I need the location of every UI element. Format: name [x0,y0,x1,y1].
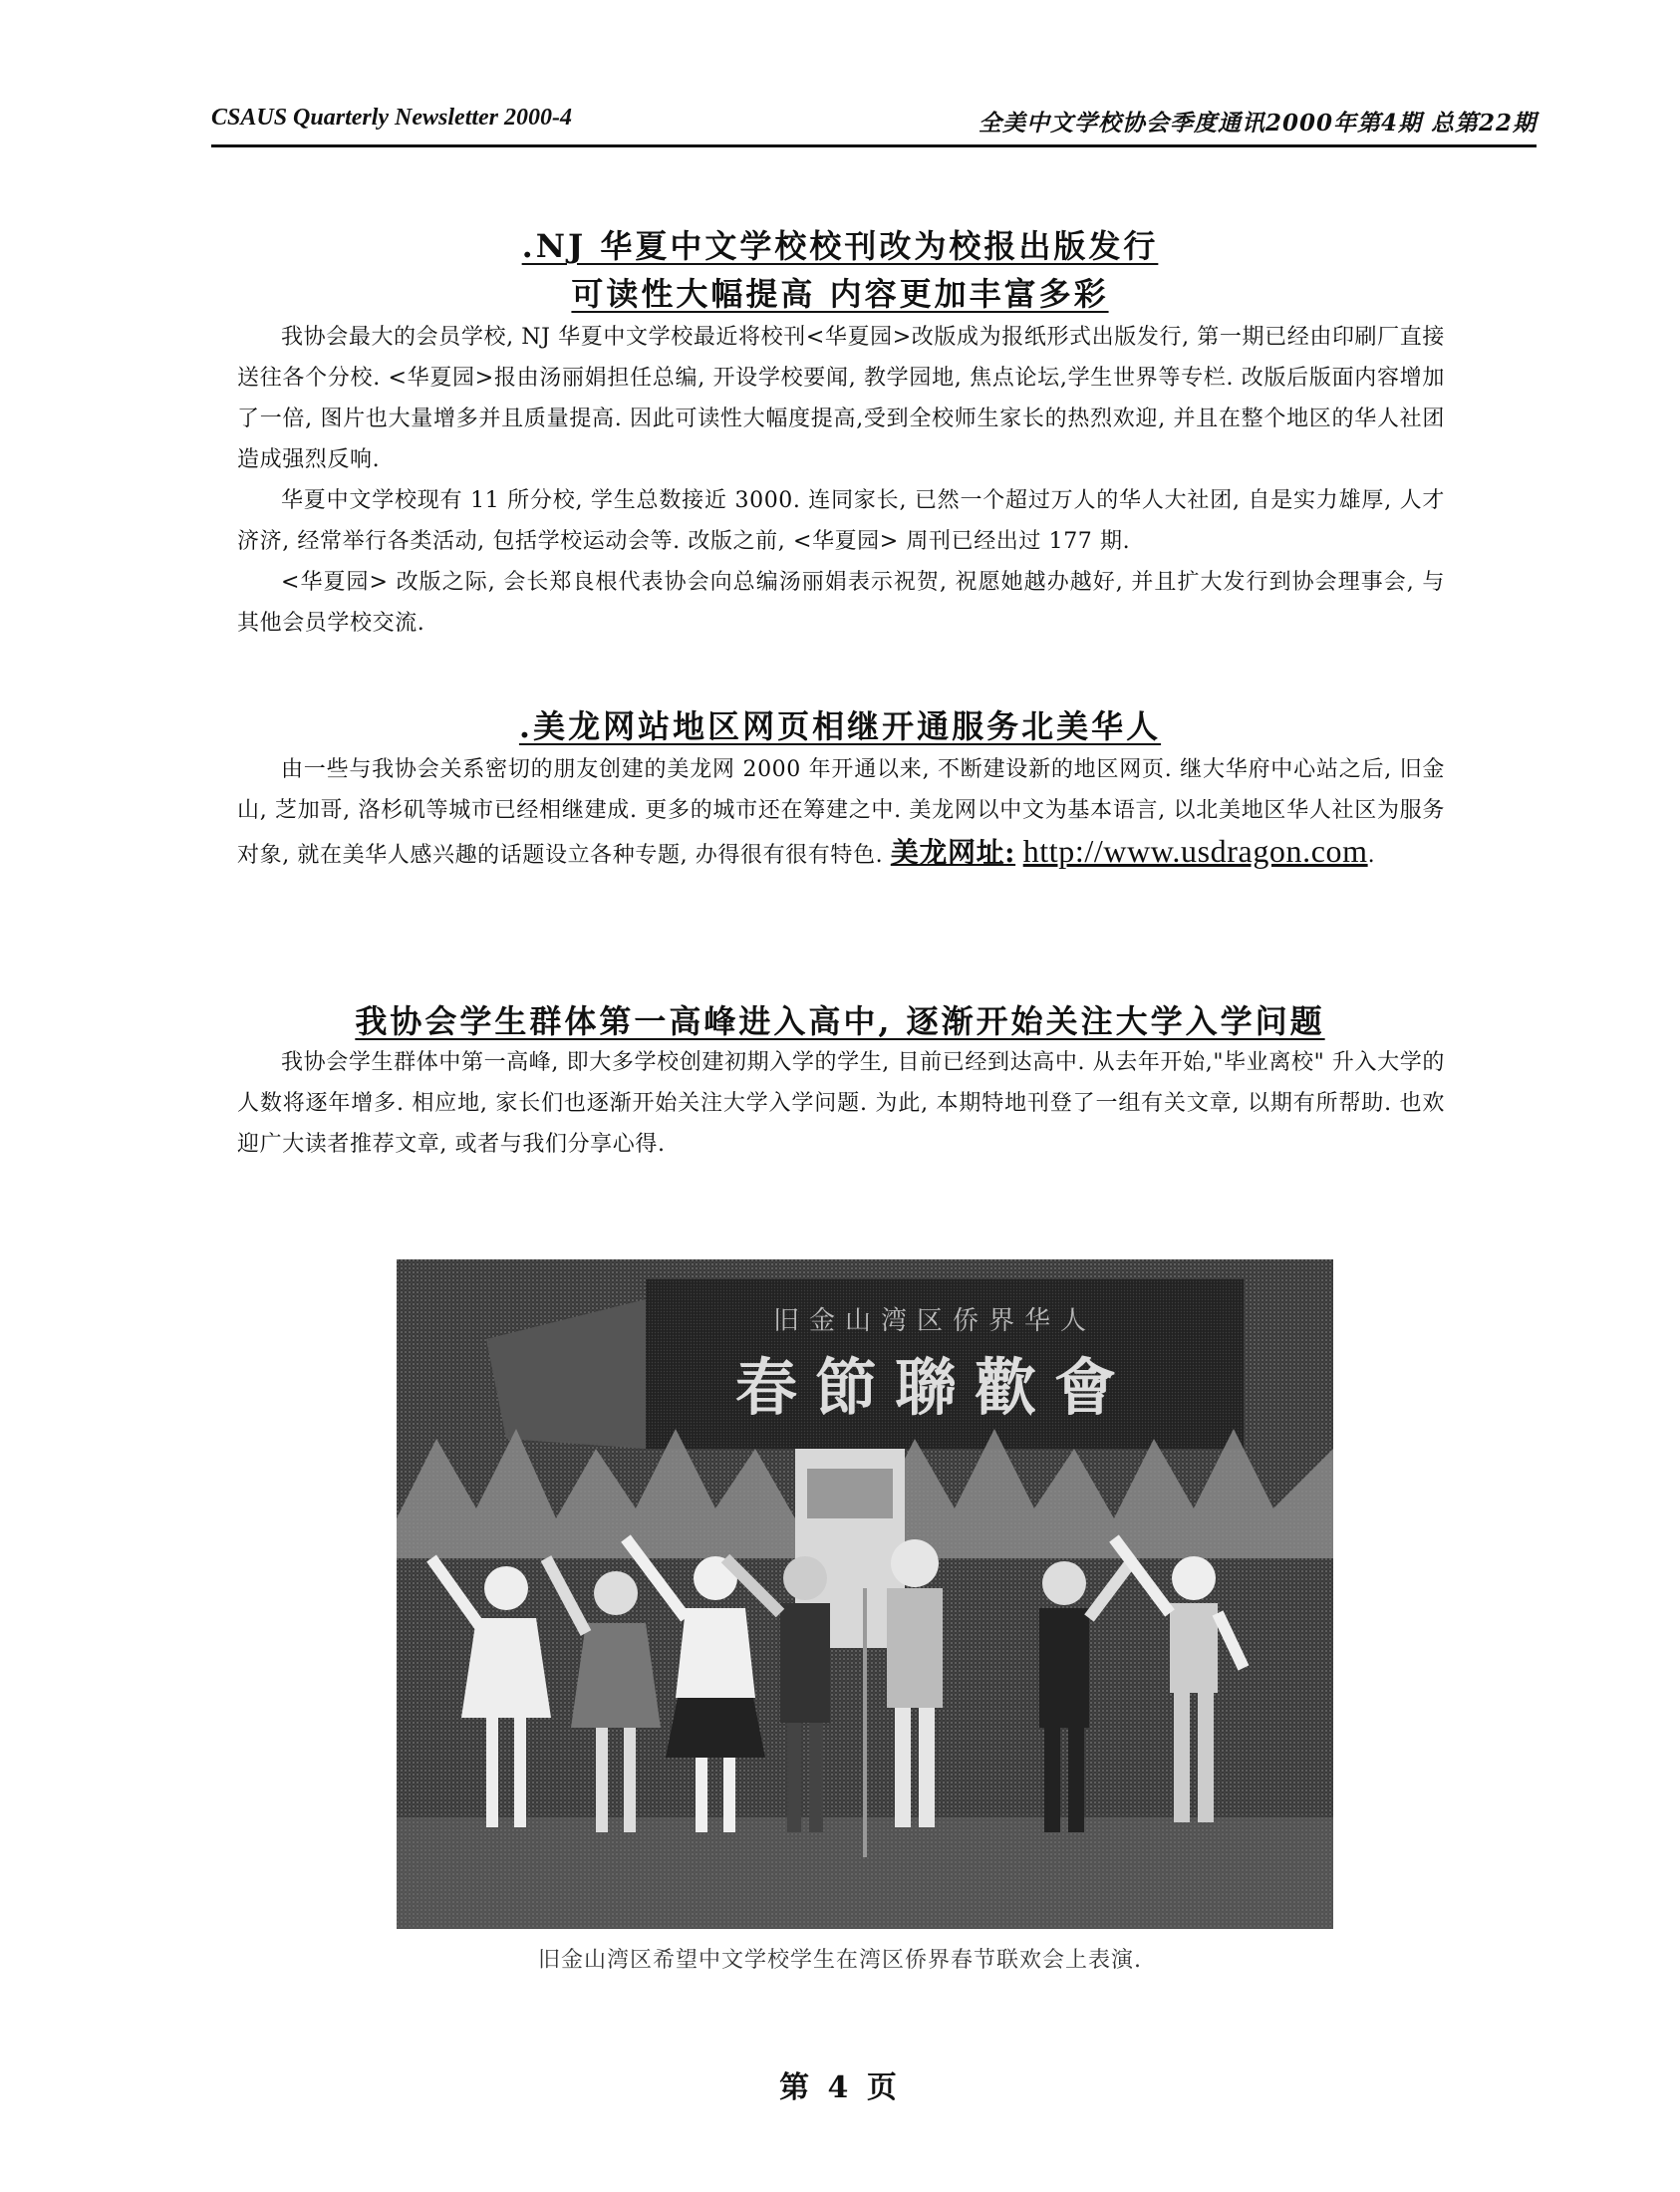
article1-title-line1: .NJ 华夏中文学校校刊改为校报出版发行 [521,227,1159,265]
newsletter-header [211,105,1537,147]
photo-illustration [397,1259,1333,1929]
article3-paragraph: 我协会学生群体中第一高峰, 即大多学校创建初期入学的学生, 目前已经到达高中. 从去年开始,"毕业离校" 升入大学的人数将逐年增多. 相应地, 家长们也逐渐开始关注大学入学问题. 为此, 本期特地刊登了一组有关文章, 以期有所帮助. 也欢迎广大读者推荐文章, 或者与我们分享心得. [237,1050,1445,1157]
performance-photo [397,1259,1333,1929]
article1-body [237,317,1445,644]
header-english-title: CSAUS Quarterly Newsletter 2000-4 [211,105,573,131]
article1-paragraph: 我协会最大的会员学校, NJ 华夏中文学校最近将校刊<华夏园>改版成为报纸形式出版发行, 第一期已经由印刷厂直接送往各个分校. <华夏园>报由汤丽娟担任总编, 开设学校要闻, 教学园地, 焦点论坛,学生世界等专栏. 改版后版面内容增加了一倍, 图片也大量增多并且质量提高. 因此可读性大幅度提高,受到全校师生家长的热烈欢迎, 并且在整个地区的华人社团造成强烈反响. [237,325,1445,472]
article1-paragraph: <华夏园> 改版之际, 会长郑良根代表协会向总编汤丽娟表示祝贺, 祝愿她越办越好, 并且扩大发行到协会理事会, 与其他会员学校交流. [237,570,1445,636]
article2-title: .美龙网站地区网页相继开通服务北美华人 [518,707,1162,745]
article2-paragraph: 由一些与我协会关系密切的朋友创建的美龙网 2000 年开通以来, 不断建设新的地区网页. 继大华府中心站之后, 旧金山, 芝加哥, 洛杉矶等城市已经相继建成. 更多的城市还在筹建之中. 美龙网以中文为基本语言, 以北美地区华人社区为服务对象, 就在美华人感兴趣的话题设立各种专题, 办得很有很有特色. 美龙网址: http://www.usdragon.com. [237,757,1445,869]
article1-paragraph: 华夏中文学校现有 11 所分校, 学生总数接近 3000. 连同家长, 已然一个超过万人的华人大社团, 自是实力雄厚, 人才济济, 经常举行各类活动, 包括学校运动会等. 改版之前, <华夏园> 周刊已经出过 177 期. [237,488,1445,554]
usdragon-link[interactable]: http://www.usdragon.com [1022,833,1368,869]
url-label: 美龙网址: [890,836,1016,869]
photo-caption: 旧金山湾区希望中文学校学生在湾区侨界春节联欢会上表演. [538,1948,1142,1973]
page-number: 第 4 页 [779,2070,901,2105]
article2-body [237,749,1445,876]
header-chinese-title: 全美中文学校协会季度通讯2000年第4期 总第22期 [978,110,1537,137]
banner-small-text: 旧金山湾区侨界华人 [772,1306,1097,1336]
article1-title-line2: 可读性大幅提高 内容更加丰富多彩 [571,275,1109,313]
banner-large-text: 春節聯歡會 [734,1351,1135,1424]
article3-body [237,1042,1445,1165]
article3-title: 我协会学生群体第一高峰进入高中, 逐渐开始关注大学入学问题 [355,1002,1325,1040]
